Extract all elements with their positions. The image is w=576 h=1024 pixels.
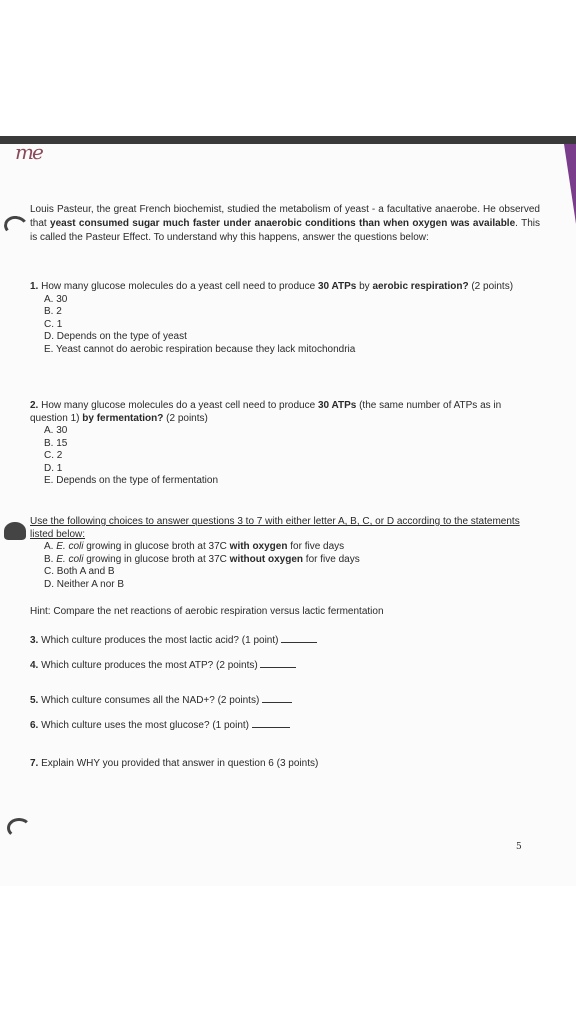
binder-hole — [4, 522, 26, 540]
logo-mark: me — [15, 140, 42, 164]
option: B. 15 — [44, 437, 68, 449]
option: B. 2 — [44, 306, 62, 317]
question-4: 4. Which culture produces the most ATP? (2 points) — [30, 658, 540, 673]
answer-blank[interactable] — [252, 718, 290, 728]
hint: Hint: Compare the net reactions of aerobic respiration versus lactic fermentation — [30, 606, 384, 617]
purple-corner — [564, 144, 576, 224]
choice-d: D. Neither A nor B — [44, 578, 125, 590]
option: E. Yeast cannot do aerobic respiration because they lack mitochondria — [44, 343, 356, 355]
question-3: 3. Which culture produces the most lactic acid? (1 point) — [30, 633, 540, 648]
option: A. 30 — [44, 425, 68, 436]
option: A. 30 — [44, 293, 68, 305]
answer-blank[interactable] — [262, 693, 292, 703]
worksheet-page — [0, 144, 576, 886]
answer-blank[interactable] — [281, 633, 317, 643]
answer-blank[interactable] — [260, 658, 296, 668]
option: C. 1 — [44, 318, 63, 330]
intro-paragraph: Louis Pasteur, the great French biochemist, studied the metabolism of yeast - a facultative anaerobe. He observed that yeast consumed sugar much faster under anaerobic conditions than when oxygen was available. This is called the Pasteur Effect. To understand why this happens, answer the questions below: — [30, 204, 540, 243]
question-7: 7. Explain WHY you provided that answer in question 6 (3 points) — [30, 758, 319, 769]
intro-emphasis: yeast consumed sugar much faster under anaerobic conditions than when oxygen was available — [50, 218, 516, 229]
option: D. Depends on the type of yeast — [44, 331, 187, 342]
choices-block — [30, 516, 540, 591]
question-6: 6. Which culture uses the most glucose? (1 point) — [30, 718, 540, 733]
question-1: 1. How many glucose molecules do a yeast cell need to produce 30 ATPs by aerobic respiration? (2 points) A. 30 B. 2 C. 1 D. Depends on the type of yeast E. Yeast cannot do aerobic respiration because they lack mitochondria — [30, 281, 540, 356]
question-5: 5. Which culture consumes all the NAD+? (2 points) — [30, 693, 540, 708]
question-1-options — [44, 294, 540, 357]
choice-a: A. E. coli growing in glucose broth at 37C with oxygen for five days — [44, 541, 345, 552]
top-dark-band — [0, 136, 576, 144]
binder-hole — [7, 818, 31, 838]
choice-c: C. Both A and B — [44, 566, 115, 577]
page-number: 5 — [516, 842, 522, 852]
question-2: 2. How many glucose molecules do a yeast cell need to produce 30 ATPs (the same number of ATPs as in question 1) by fermentation? (2 points) A. 30 B. 15 C. 2 D. 1 E. Depends on the type of fermentation — [30, 400, 540, 488]
choices-heading: Use the following choices to answer questions 3 to 7 with either letter A, B, C, or D according to the statements listed below: — [30, 516, 520, 540]
option: E. Depends on the type of fermentation — [44, 475, 218, 486]
option: D. 1 — [44, 462, 63, 474]
question-2-options — [44, 425, 540, 488]
choice-b: B. E. coli growing in glucose broth at 37C without oxygen for five days — [44, 553, 360, 565]
option: C. 2 — [44, 450, 63, 461]
